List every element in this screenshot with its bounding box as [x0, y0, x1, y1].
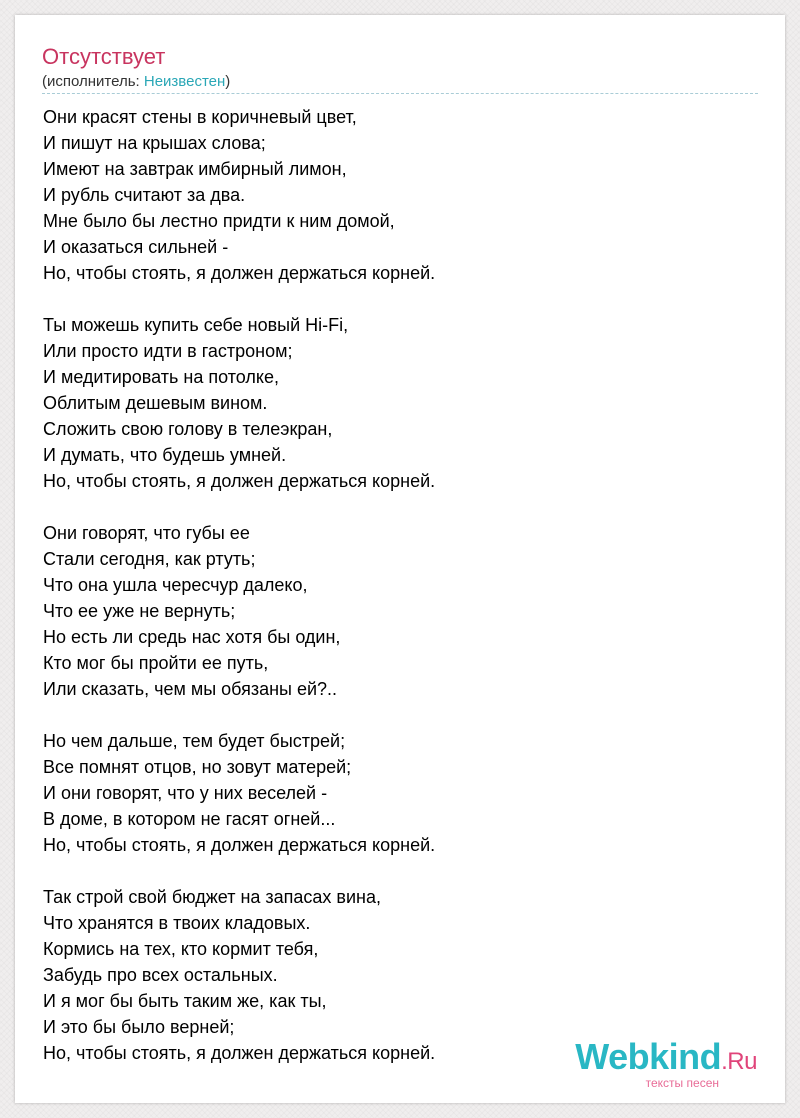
- lyric-line: Но, чтобы стоять, я должен держаться корней.: [43, 835, 436, 855]
- lyrics-stanza: [43, 312, 435, 494]
- divider: [42, 93, 758, 94]
- artist-line: [42, 72, 230, 92]
- lyrics-stanza: [43, 520, 435, 702]
- lyric-line: И оказаться сильней -: [43, 237, 229, 257]
- lyric-line: Сложить свою голову в телеэкран,: [43, 419, 333, 439]
- lyric-line: Или просто идти в гастроном;: [43, 341, 293, 361]
- lyric-line: Что хранятся в твоих кладовых.: [43, 913, 311, 933]
- lyric-line: Что она ушла чересчур далеко,: [43, 575, 308, 595]
- lyric-line: Но, чтобы стоять, я должен держаться корней.: [43, 1043, 436, 1063]
- artist-suffix: ): [225, 73, 231, 90]
- lyric-line: И они говорят, что у них веселей -: [43, 783, 328, 803]
- lyric-line: И это бы было верней;: [43, 1017, 235, 1037]
- logo-tld: .Ru: [721, 1048, 757, 1075]
- lyrics-stanza: [43, 884, 435, 1066]
- artist-prefix: (исполнитель:: [42, 73, 144, 90]
- lyric-line: Кто мог бы пройти ее путь,: [43, 653, 269, 673]
- lyric-line: Так строй свой бюджет на запасах вина,: [43, 887, 381, 907]
- lyric-line: Они говорят, что губы ее: [43, 523, 250, 543]
- lyric-line: Облитым дешевым вином.: [43, 393, 268, 413]
- artist-link[interactable]: Неизвестен: [143, 73, 226, 90]
- lyric-line: Но чем дальше, тем будет быстрей;: [43, 731, 346, 751]
- lyric-line: В доме, в котором не гасят огней...: [43, 809, 336, 829]
- lyric-line: Забудь про всех остальных.: [43, 965, 278, 985]
- logo-tagline: тексты песен: [645, 1076, 719, 1090]
- lyric-line: Но, чтобы стоять, я должен держаться корней.: [43, 471, 436, 491]
- lyrics-stanza: [43, 728, 435, 858]
- lyric-line: И думать, что будешь умней.: [43, 445, 287, 465]
- lyric-line: Что ее уже не вернуть;: [43, 601, 236, 621]
- lyric-line: И рубль считают за два.: [43, 185, 246, 205]
- lyric-line: И пишут на крышах слова;: [43, 133, 266, 153]
- lyric-line: Мне было бы лестно придти к ним домой,: [43, 211, 395, 231]
- lyric-line: Но есть ли средь нас хотя бы один,: [43, 627, 341, 647]
- lyric-line: Все помнят отцов, но зовут матерей;: [43, 757, 352, 777]
- lyric-line: Или сказать, чем мы обязаны ей?..: [43, 679, 338, 699]
- lyrics-body: [43, 104, 435, 1092]
- lyrics-sheet: [15, 15, 785, 1103]
- lyrics-stanza: [43, 104, 435, 286]
- lyric-line: И я мог бы быть таким же, как ты,: [43, 991, 327, 1011]
- lyric-line: Стали сегодня, как ртуть;: [43, 549, 256, 569]
- song-title: Отсутствует: [42, 44, 166, 69]
- lyric-line: Кормись на тех, кто кормит тебя,: [43, 939, 319, 959]
- lyric-line: Но, чтобы стоять, я должен держаться корней.: [43, 263, 436, 283]
- site-logo[interactable]: [575, 1036, 757, 1090]
- logo-text: [575, 1036, 757, 1080]
- logo-name: Webkind: [575, 1036, 722, 1077]
- lyric-line: Они красят стены в коричневый цвет,: [43, 107, 357, 127]
- lyric-line: Ты можешь купить себе новый Hi-Fi,: [43, 315, 349, 335]
- lyric-line: И медитировать на потолке,: [43, 367, 279, 387]
- lyric-line: Имеют на завтрак имбирный лимон,: [43, 159, 347, 179]
